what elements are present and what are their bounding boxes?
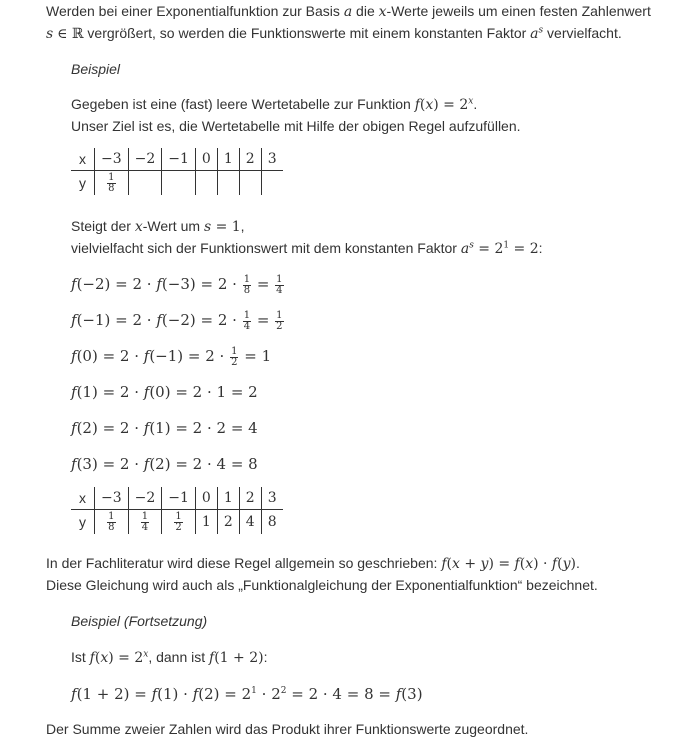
given-line: Gegeben ist eine (fast) leere Wertetabelle zur Funktion $f(x) = 2^x$. bbox=[71, 96, 478, 113]
equation-f-0: f(0) = 2 · f(−1) = 2 · $\frac{1}{2}$ = 1 bbox=[71, 345, 272, 368]
table-cell: 8 bbox=[261, 510, 282, 535]
table-cell: 0 bbox=[195, 487, 217, 510]
table-cell: x bbox=[71, 487, 95, 510]
table-cell: $\frac{1}{8}$ bbox=[95, 510, 129, 535]
table-cell: x bbox=[71, 148, 95, 171]
table-cell: −3 bbox=[95, 148, 129, 171]
literature-line-2: Diese Gleichung wird auch als „Funktionalgleichung der Exponentialfunktion“ bezeichnet. bbox=[46, 577, 598, 593]
table-row bbox=[71, 510, 283, 535]
table-cell: y bbox=[79, 514, 86, 530]
table-cell: 0 bbox=[195, 148, 217, 171]
table-row bbox=[71, 487, 283, 510]
table-cell: y bbox=[79, 175, 86, 191]
table-cell: $\frac{1}{4}$ bbox=[128, 510, 162, 535]
table-cell: $\frac{1}{2}$ bbox=[162, 510, 196, 535]
table-cell: −1 bbox=[162, 487, 196, 510]
table-cell: 2 bbox=[217, 510, 239, 535]
table-cell: −3 bbox=[95, 487, 129, 510]
multiplier-line: vielvielfacht sich der Funktionswert mit dem konstanten Faktor $a^s = 2^1 = 2$: bbox=[71, 240, 543, 257]
table-cell: 2 bbox=[239, 148, 261, 171]
table-cell: −2 bbox=[128, 148, 162, 171]
goal-line: Unser Ziel ist es, die Wertetabelle mit Hilfe der obigen Regel aufzufüllen. bbox=[71, 118, 521, 134]
table-cell: 3 bbox=[261, 148, 282, 171]
table-cell bbox=[217, 171, 239, 196]
equation-sum-product: $f(1 + 2) = f(1) \cdot f(2) = 2^1 \cdot 2^2 = 2 \cdot 4 = 8 = f(3)$ bbox=[71, 685, 423, 703]
equation-f-2: f(2) = 2 · f(1) = 2 · 2 = 4 bbox=[71, 419, 258, 437]
example-heading: Beispiel bbox=[71, 61, 121, 77]
equation-f-1: f(1) = 2 · f(0) = 2 · 1 = 2 bbox=[71, 383, 258, 401]
table-cell: 1 bbox=[195, 510, 217, 535]
table-cell: $\frac{1}{8}$ bbox=[95, 171, 129, 196]
example-continued-line: Ist $f(x) = 2^x$, dann ist f(1 + 2): bbox=[71, 649, 268, 666]
equation-f-minus-1: f(−1) = 2 · f(−2) = 2 · $\frac{1}{4}$ = $\frac{1}{2}$ bbox=[71, 309, 283, 332]
equation-f-3: f(3) = 2 · f(2) = 2 · 4 = 8 bbox=[71, 455, 258, 473]
example-continued-heading: Beispiel (Fortsetzung) bbox=[71, 613, 208, 629]
intro-line-2: s ∈ ℝ vergrößert, so werden die Funktionswerte mit einem konstanten Faktor $a^s$ vervielfacht. bbox=[46, 25, 622, 42]
table-cell: 1 bbox=[217, 148, 239, 171]
table-cell: 3 bbox=[261, 487, 282, 510]
table-cell bbox=[162, 171, 196, 196]
step-line: Steigt der x-Wert um s = 1, bbox=[71, 218, 245, 235]
intro-line-1: Werden bei einer Exponentialfunktion zur Basis a die x-Werte jeweils um einen festen Zahlenwert bbox=[46, 3, 651, 20]
table-cell bbox=[261, 171, 282, 196]
table-cell: 4 bbox=[239, 510, 261, 535]
conclusion-line: Der Summe zweier Zahlen wird das Produkt ihrer Funktionswerte zugeordnet. bbox=[46, 721, 529, 737]
table-row bbox=[71, 148, 283, 171]
literature-line-1: In der Fachliteratur wird diese Regel allgemein so geschrieben: f(x + y) = f(x) · f(y). bbox=[46, 555, 580, 572]
table-row bbox=[71, 171, 283, 196]
table-cell: 1 bbox=[217, 487, 239, 510]
table-cell: 2 bbox=[239, 487, 261, 510]
value-table-filled bbox=[71, 487, 283, 534]
table-cell bbox=[128, 171, 162, 196]
table-cell bbox=[239, 171, 261, 196]
table-cell bbox=[195, 171, 217, 196]
table-cell: −2 bbox=[128, 487, 162, 510]
equation-f-minus-2: f(−2) = 2 · f(−3) = 2 · $\frac{1}{8}$ = $\frac{1}{4}$ bbox=[71, 273, 283, 296]
value-table-empty bbox=[71, 148, 283, 195]
table-cell: −1 bbox=[162, 148, 196, 171]
